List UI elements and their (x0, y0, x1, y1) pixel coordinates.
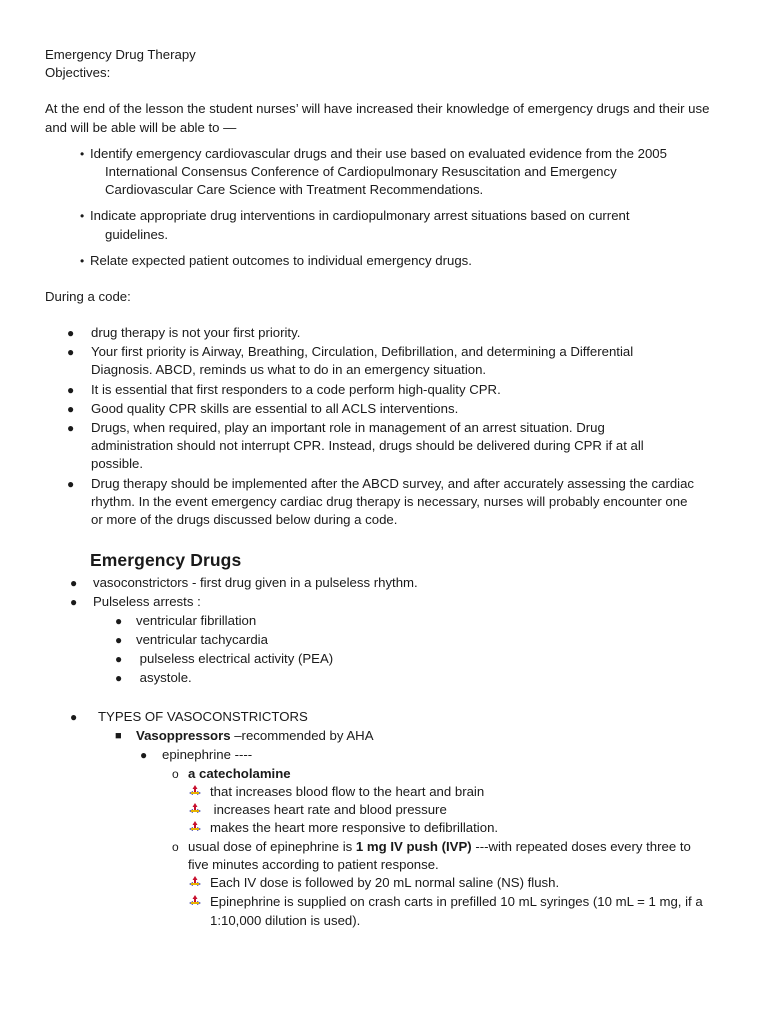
bullet-dot-icon: • (80, 209, 85, 223)
bullet-dot-icon: • (80, 254, 85, 268)
list-item-text: increases heart rate and blood pressure (210, 802, 447, 817)
list-item-text: Drugs, when required, play an important role in management of an arrest situation. Drug (91, 420, 605, 435)
list-item-text: 1:10,000 dilution is used). (210, 913, 361, 928)
section-heading-emergency-drugs: Emergency Drugs (90, 550, 242, 570)
list-item-text: that increases blood flow to the heart and brain (210, 784, 485, 799)
list-item-text: TYPES OF VASOCONSTRICTORS (98, 709, 308, 724)
list-item-text: pulseless electrical activity (PEA) (136, 651, 334, 666)
bullet-dot-icon: ● (70, 710, 78, 724)
list-item-text: administration should not interrupt CPR. Instead, drugs should be delivered during CPR if at all (91, 438, 644, 453)
bullet-dot-icon: ● (70, 595, 78, 609)
list-item-text: Each IV dose is followed by 20 mL normal saline (NS) flush. (210, 875, 560, 890)
vasopressors-note: –recommended by AHA (230, 728, 374, 743)
bullet-dot-icon: • (80, 147, 85, 161)
bullet-dot-icon: ● (115, 652, 123, 666)
dose-suffix: ---with repeated doses every three to (471, 839, 691, 854)
list-item-text: It is essential that first responders to a code perform high-quality CPR. (91, 382, 501, 397)
list-item-text: epinephrine ---- (162, 747, 253, 762)
document-title: Emergency Drug Therapy (45, 47, 196, 62)
list-item-text: drug therapy is not your first priority. (91, 325, 301, 340)
list-item-text: Your first priority is Airway, Breathing, Circulation, Defibrillation, and determining a Differential (91, 344, 634, 359)
list-item-text: Diagnosis. ABCD, reminds us what to do in an emergency situation. (91, 362, 487, 377)
bullet-dot-icon: ● (67, 326, 75, 340)
bullet-dot-icon: ● (67, 402, 75, 416)
intro-paragraph: At the end of the lesson the student nurses’ will have increased their knowledge of emergency drugs and their use and will be able will be able to — (45, 101, 710, 135)
bullet-dot-icon: ● (140, 748, 148, 762)
list-item-text: ventricular fibrillation (136, 613, 257, 628)
four-way-arrow-icon (188, 784, 202, 798)
vasopressors-label: Vasoppressors (136, 728, 231, 743)
list-item-text: a catecholamine (188, 766, 291, 781)
dose-text-line2: five minutes according to patient response. (188, 857, 439, 872)
letter-o-icon: o (172, 767, 179, 781)
objective-text: Identify emergency cardiovascular drugs and their use based on evaluated evidence from the 2005 (90, 146, 667, 161)
bullet-dot-icon: ● (115, 633, 123, 647)
dose-amount: 1 mg IV push (IVP) (355, 839, 472, 854)
bullet-dot-icon: ● (115, 671, 123, 685)
objective-text: International Consensus Conference of Cardiopulmonary Resuscitation and Emergency (105, 164, 617, 179)
objective-text: Relate expected patient outcomes to individual emergency drugs. (90, 253, 472, 268)
list-item-text: possible. (91, 456, 144, 471)
objective-text: Cardiovascular Care Science with Treatment Recommendations. (105, 182, 484, 197)
four-way-arrow-icon (188, 875, 202, 889)
list-item-text: Pulseless arrests : (93, 594, 201, 609)
bullet-dot-icon: ● (67, 421, 75, 435)
objective-text: Indicate appropriate drug interventions in cardiopulmonary arrest situations based on current (90, 208, 630, 223)
list-item-text: vasoconstrictors - first drug given in a pulseless rhythm. (93, 575, 418, 590)
letter-o-icon: o (172, 840, 179, 854)
bullet-dot-icon: ● (67, 477, 75, 491)
list-item-text: rhythm. In the event emergency cardiac drug therapy is necessary, nurses will probably encounter one (91, 494, 688, 509)
bullet-dot-icon: ● (67, 345, 75, 359)
bullet-dot-icon: ● (67, 383, 75, 397)
list-item-text: Drug therapy should be implemented after the ABCD survey, and after accurately assessing the cardiac (91, 476, 695, 491)
list-item-text: makes the heart more responsive to defibrillation. (210, 820, 499, 835)
list-item-text: asystole. (136, 670, 192, 685)
dose-prefix: usual dose of epinephrine is (188, 839, 356, 854)
list-item-text (136, 727, 374, 745)
list-item-text: ventricular tachycardia (136, 632, 268, 647)
list-item-text: Epinephrine is supplied on crash carts in prefilled 10 mL syringes (10 mL = 1 mg, if a (210, 894, 703, 909)
black-square-icon: ■ (115, 730, 122, 742)
objective-text: guidelines. (105, 227, 169, 242)
section-heading-during-code: During a code: (45, 289, 131, 304)
list-item-text: or more of the drugs discussed below during a code. (91, 512, 398, 527)
bullet-dot-icon: ● (115, 614, 123, 628)
four-way-arrow-icon (188, 802, 202, 816)
list-item-text: Good quality CPR skills are essential to all ACLS interventions. (91, 401, 459, 416)
four-way-arrow-icon (188, 894, 202, 908)
objectives-label: Objectives: (45, 65, 111, 80)
dose-text (188, 838, 691, 856)
bullet-dot-icon: ● (70, 576, 78, 590)
four-way-arrow-icon (188, 820, 202, 834)
